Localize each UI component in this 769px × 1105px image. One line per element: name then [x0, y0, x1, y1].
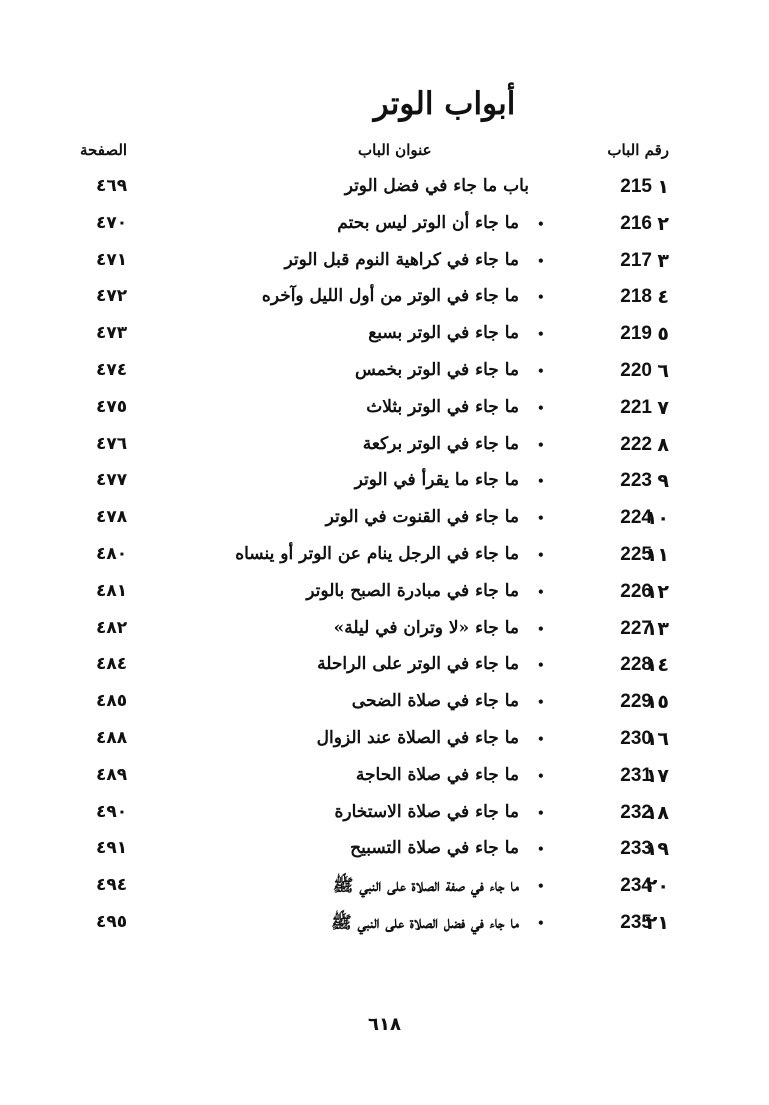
header-page: الصفحة [80, 141, 128, 159]
toc-row [0, 759, 769, 796]
row-chapter-title: ما جاء ما يقرأ في الوتر [354, 470, 519, 491]
bullet-icon: • [537, 879, 545, 894]
bullet-icon: • [537, 658, 545, 673]
row-chapter-number: 221 [620, 396, 652, 418]
toc-row [0, 354, 769, 391]
row-page-number: ٤٧٧ [96, 470, 128, 491]
row-sequence-number: ١٥ [645, 691, 669, 714]
toc-list [0, 170, 769, 943]
toc-row [0, 832, 769, 869]
toc-row [0, 464, 769, 501]
page-title: أبواب الوتر [373, 86, 516, 122]
row-chapter-number: 219 [620, 323, 652, 345]
row-chapter-number: 223 [620, 470, 652, 492]
row-sequence-number: ١٤ [645, 654, 669, 677]
row-sequence-number: ٢٠ [645, 875, 669, 898]
row-sequence-number: ٦ [657, 359, 669, 382]
row-chapter-title: ما جاء في الوتر بسبع [368, 323, 519, 344]
row-sequence-number: ٩ [657, 470, 669, 493]
row-chapter-title: ما جاء في مبادرة الصبح بالوتر [306, 580, 519, 601]
row-page-number: ٤٨٠ [96, 543, 128, 564]
row-chapter-title: ما جاء في الوتر من أول الليل وآخره [261, 286, 519, 307]
row-page-number: ٤٧٤ [96, 359, 128, 380]
row-page-number: ٤٧٠ [96, 212, 128, 233]
row-chapter-number: 215 [620, 176, 652, 197]
row-page-number: ٤٨١ [96, 580, 128, 601]
bullet-icon: • [537, 695, 545, 710]
row-sequence-number: ١٨ [645, 801, 669, 824]
toc-row [0, 317, 769, 354]
row-chapter-number: 227 [620, 617, 652, 639]
row-sequence-number: ٨ [657, 433, 669, 456]
bullet-icon: • [537, 768, 545, 783]
bullet-icon: • [537, 805, 545, 820]
row-chapter-number: 225 [620, 543, 652, 565]
row-page-number: ٤٧٣ [96, 323, 128, 344]
bullet-icon: • [537, 400, 545, 415]
row-chapter-number: 233 [620, 838, 652, 860]
bullet-icon: • [537, 547, 545, 562]
row-sequence-number: ٢ [657, 212, 669, 235]
bullet-icon: • [537, 584, 545, 599]
bullet-icon: • [537, 511, 545, 526]
row-chapter-number: 222 [620, 433, 652, 455]
row-chapter-number: 217 [620, 249, 652, 271]
toc-row [0, 538, 769, 575]
row-chapter-title: ما جاء في صلاة الضحى [351, 691, 519, 712]
row-sequence-number: ١١ [645, 543, 669, 566]
row-page-number: ٤٧٥ [96, 396, 128, 417]
row-page-number: ٤٩١ [96, 838, 128, 859]
bullet-icon: • [537, 253, 545, 268]
row-chapter-title: ما جاء في صلاة الاستخارة [334, 801, 519, 822]
row-page-number: ٤٦٩ [96, 176, 128, 196]
row-chapter-number: 226 [620, 580, 652, 602]
row-chapter-title: باب ما جاء في فضل الوتر [344, 176, 529, 196]
bullet-icon: • [537, 915, 545, 930]
row-page-number: ٤٩٠ [96, 801, 128, 822]
row-chapter-number: 231 [620, 764, 652, 786]
row-page-number: ٤٧١ [96, 249, 128, 270]
bullet-icon: • [537, 363, 545, 378]
bullet-icon: • [537, 290, 545, 305]
row-sequence-number: ١٧ [645, 764, 669, 787]
row-page-number: ٤٨٤ [96, 654, 128, 675]
bullet-icon: • [537, 327, 545, 342]
bullet-icon: • [537, 437, 545, 452]
row-chapter-number: 230 [620, 727, 652, 749]
row-chapter-number: 218 [620, 286, 652, 308]
row-chapter-title: ما جاء في الوتر بركعة [362, 433, 519, 454]
row-sequence-number: ٣ [657, 249, 669, 272]
toc-row [0, 391, 769, 428]
row-sequence-number: ٤ [657, 286, 669, 309]
toc-row [0, 428, 769, 465]
toc-row [0, 280, 769, 317]
row-chapter-title: ما جاء في صفة الصلاة على النبي ﷺ [332, 876, 519, 897]
header-chapter-title: عنوان الباب [358, 141, 432, 159]
toc-row [0, 648, 769, 685]
row-sequence-number: ١٩ [645, 838, 669, 861]
row-page-number: ٤٨٥ [96, 691, 128, 712]
row-chapter-title: ما جاء «لا وتران في ليلة» [333, 617, 519, 638]
page-number: ٦١٨ [368, 1014, 401, 1035]
toc-row [0, 869, 769, 906]
row-chapter-number: 232 [620, 801, 652, 823]
toc-row [0, 207, 769, 244]
row-chapter-number: 229 [620, 691, 652, 713]
row-chapter-title: ما جاء في الوتر بخمس [355, 359, 519, 380]
row-sequence-number: ٧ [657, 396, 669, 419]
row-chapter-title: ما جاء في صلاة التسبيح [350, 838, 519, 859]
row-chapter-number: 235 [620, 911, 652, 933]
row-chapter-number: 234 [620, 875, 652, 897]
row-chapter-number: 220 [620, 359, 652, 381]
toc-row [0, 722, 769, 759]
row-chapter-title: ما جاء في الرجل ينام عن الوتر أو ينساه [235, 543, 519, 564]
toc-row [0, 501, 769, 538]
row-chapter-number: 228 [620, 654, 652, 676]
row-chapter-title: ما جاء في فضل الصلاة على النبي ﷺ [331, 912, 519, 933]
header-chapter-number: رقم الباب [607, 141, 669, 159]
row-chapter-title: ما جاء في الوتر على الراحلة [317, 654, 519, 675]
row-page-number: ٤٨٩ [96, 764, 128, 785]
toc-row [0, 906, 769, 943]
toc-row [0, 685, 769, 722]
row-sequence-number: ١٦ [645, 727, 669, 750]
row-chapter-title: ما جاء في الوتر بثلاث [366, 396, 519, 417]
toc-row [0, 575, 769, 612]
bullet-icon: • [537, 731, 545, 746]
row-sequence-number: ٢١ [645, 911, 669, 934]
row-sequence-number: ١ [657, 176, 669, 198]
row-chapter-title: ما جاء في صلاة الحاجة [355, 764, 519, 785]
toc-row [0, 612, 769, 649]
bullet-icon: • [537, 621, 545, 636]
toc-row [0, 796, 769, 833]
row-page-number: ٤٧٨ [96, 507, 128, 528]
row-page-number: ٤٨٢ [96, 617, 128, 638]
row-chapter-title: ما جاء في القنوت في الوتر [325, 507, 519, 528]
row-chapter-title: ما جاء في الصلاة عند الزوال [316, 727, 519, 748]
row-sequence-number: ١٠ [645, 507, 669, 530]
row-sequence-number: ٥ [657, 323, 669, 346]
row-page-number: ٤٩٥ [96, 911, 128, 932]
toc-row [0, 170, 769, 207]
row-chapter-title: ما جاء في كراهية النوم قبل الوتر [284, 249, 519, 270]
row-sequence-number: ١٣ [645, 617, 669, 640]
row-page-number: ٤٧٢ [96, 286, 128, 307]
toc-row [0, 244, 769, 281]
bullet-icon: • [537, 474, 545, 489]
bullet-icon: • [537, 842, 545, 857]
row-chapter-number: 224 [620, 507, 652, 529]
bullet-icon: • [537, 216, 545, 231]
row-page-number: ٤٨٨ [96, 727, 128, 748]
row-page-number: ٤٩٤ [96, 875, 128, 896]
row-page-number: ٤٧٦ [96, 433, 128, 454]
row-chapter-title: ما جاء أن الوتر ليس بحتم [337, 212, 519, 233]
row-sequence-number: ١٢ [645, 580, 669, 603]
row-chapter-number: 216 [620, 212, 652, 234]
